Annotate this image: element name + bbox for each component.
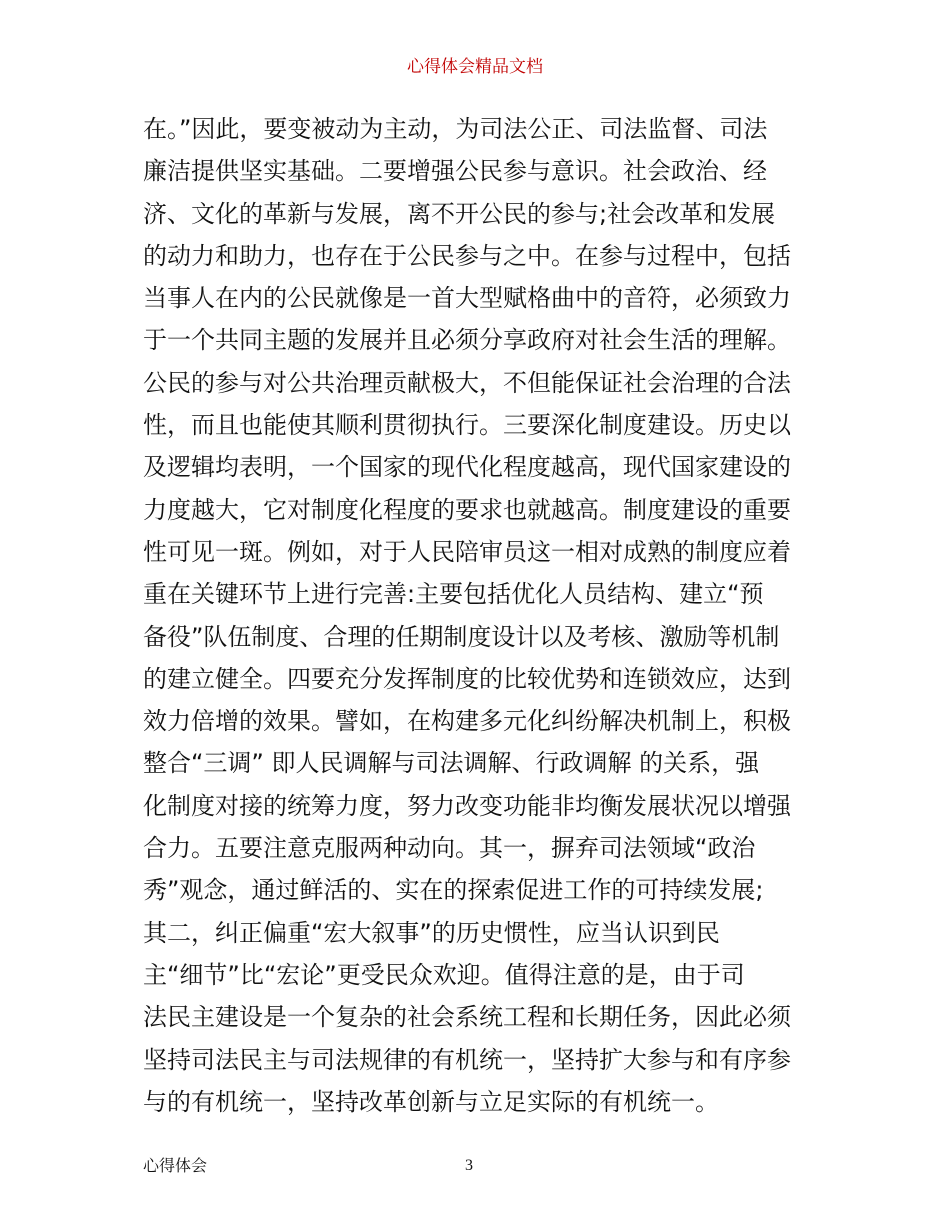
paragraph-line: 坚持司法民主与司法规律的有机统一，坚持扩大参与和有序参: [143, 1045, 791, 1074]
page-number: 3: [465, 1157, 473, 1174]
paragraph-line: 重在关键环节上进行完善:主要包括优化人员结构、建立“预: [143, 580, 764, 609]
paragraph-line: 秀”观念，通过鲜活的、实在的探索促进工作的可持续发展;: [143, 876, 764, 905]
paragraph-line: 整合“三调” 即人民调解与司法调解、行政调解 的关系，强: [143, 749, 760, 778]
paragraph-line: 性，而且也能使其顺利贯彻执行。三要深化制度建设。历史以: [143, 411, 791, 440]
paragraph-line: 及逻辑均表明，一个国家的现代化程度越高，现代国家建设的: [143, 453, 791, 482]
paragraph-line: 与的有机统一，坚持改革创新与立足实际的有机统一。: [143, 1087, 719, 1116]
paragraph-line: 于一个共同主题的发展并且必须分享政府对社会生活的理解。: [143, 326, 791, 355]
paragraph-line: 备役”队伍制度、合理的任期制度设计以及考核、激励等机制: [143, 622, 780, 651]
paragraph-line: 其二，纠正偏重“宏大叙事”的历史惯性，应当认识到民: [143, 918, 720, 947]
paragraph-line: 化制度对接的统筹力度，努力改变功能非均衡发展状况以增强: [143, 791, 791, 820]
paragraph-line: 合力。五要注意克服两种动向。其一，摒弃司法领域“政治: [143, 834, 756, 863]
paragraph-line: 济、文化的革新与发展，离不开公民的参与;社会改革和发展: [143, 199, 776, 228]
paragraph-line: 在。”因此，要变被动为主动，为司法公正、司法监督、司法: [143, 115, 768, 143]
page-footer-label: 心得体会: [143, 1156, 208, 1175]
paragraph-line: 公民的参与对公共治理贡献极大，不但能保证社会治理的合法: [143, 368, 791, 397]
paragraph-line: 的建立健全。四要充分发挥制度的比较优势和连锁效应，达到: [143, 664, 791, 693]
page-header-title: 心得体会精品文档: [407, 57, 543, 77]
document-body: [143, 108, 813, 1123]
paragraph-line: 性可见一斑。例如，对于人民陪审员这一相对成熟的制度应着: [143, 537, 791, 566]
paragraph-line: 当事人在内的公民就像是一首大型赋格曲中的音符，必须致力: [143, 284, 791, 313]
paragraph-line: 主“细节”比“宏论”更受民众欢迎。值得注意的是，由于司: [143, 960, 745, 989]
paragraph-line: 廉洁提供坚实基础。二要增强公民参与意识。社会政治、经: [143, 157, 767, 186]
paragraph-line: 力度越大，它对制度化程度的要求也就越高。制度建设的重要: [143, 495, 791, 524]
paragraph-line: 法民主建设是一个复杂的社会系统工程和长期任务，因此必须: [143, 1003, 791, 1032]
paragraph-line: 的动力和助力，也存在于公民参与之中。在参与过程中，包括: [143, 241, 791, 270]
paragraph-line: 效力倍增的效果。譬如，在构建多元化纠纷解决机制上，积极: [143, 707, 791, 736]
